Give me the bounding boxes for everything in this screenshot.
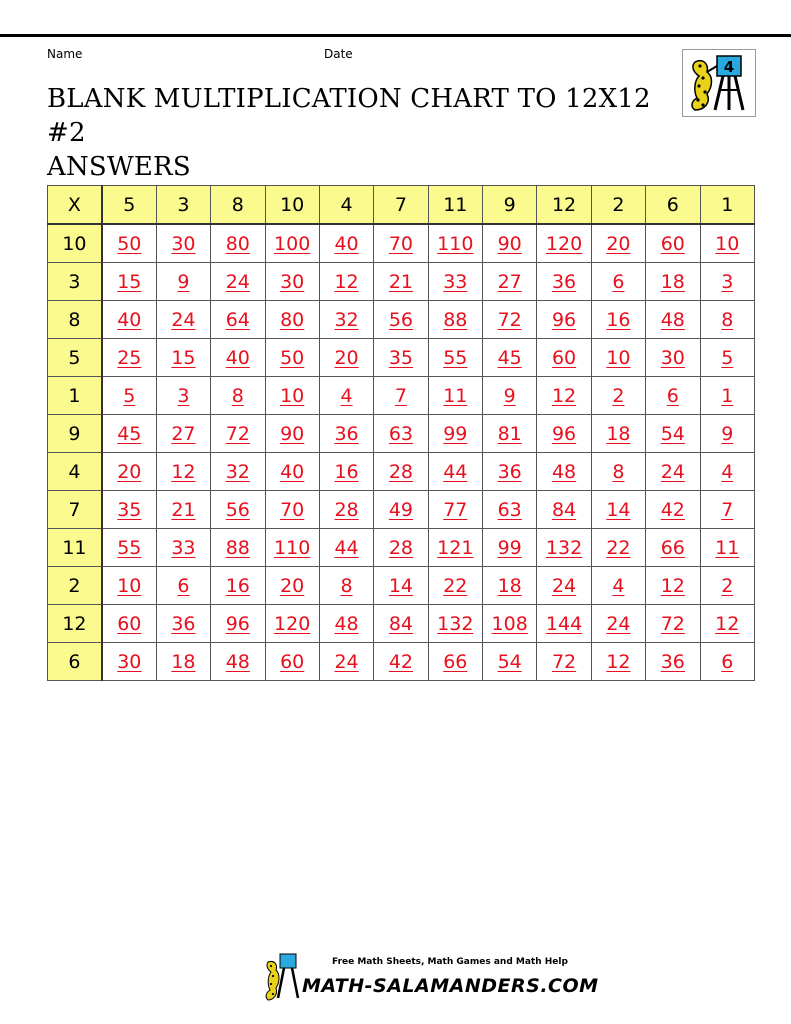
row-header: 1 (48, 377, 102, 415)
table-row (48, 377, 755, 415)
answer-cell: 4 (591, 567, 645, 605)
answer-cell: 10 (265, 377, 319, 415)
answer-cell: 132 (537, 529, 591, 567)
page-title (47, 82, 657, 184)
answer-cell: 81 (483, 415, 537, 453)
answer-cell: 8 (319, 567, 373, 605)
answer-cell: 20 (591, 224, 645, 263)
row-header: 11 (48, 529, 102, 567)
answer-cell: 1 (700, 377, 755, 415)
column-header: 4 (319, 186, 373, 225)
answer-cell: 56 (211, 491, 265, 529)
answer-cell: 108 (483, 605, 537, 643)
row-header: 8 (48, 301, 102, 339)
table-row (48, 301, 755, 339)
title-line-2: ANSWERS (47, 152, 191, 182)
row-header: 9 (48, 415, 102, 453)
answer-cell: 18 (591, 415, 645, 453)
answer-cell: 35 (102, 491, 156, 529)
answer-cell: 21 (156, 491, 210, 529)
answer-cell: 121 (428, 529, 482, 567)
answer-cell: 96 (537, 415, 591, 453)
table-row (48, 605, 755, 643)
answer-cell: 80 (211, 224, 265, 263)
answer-cell: 20 (265, 567, 319, 605)
salamander-easel-icon (683, 50, 755, 116)
answer-cell: 110 (265, 529, 319, 567)
answer-cell: 6 (700, 643, 755, 681)
answer-cell: 24 (537, 567, 591, 605)
answer-cell: 22 (591, 529, 645, 567)
answer-cell: 49 (374, 491, 428, 529)
answer-cell: 132 (428, 605, 482, 643)
answer-cell: 54 (483, 643, 537, 681)
answer-cell: 35 (374, 339, 428, 377)
answer-cell: 8 (700, 301, 755, 339)
answer-cell: 84 (537, 491, 591, 529)
answer-cell: 42 (374, 643, 428, 681)
answer-cell: 99 (483, 529, 537, 567)
answer-cell: 72 (211, 415, 265, 453)
answer-cell: 28 (319, 491, 373, 529)
answer-cell: 63 (374, 415, 428, 453)
answer-cell: 36 (319, 415, 373, 453)
table-row (48, 415, 755, 453)
answer-cell: 88 (428, 301, 482, 339)
answer-cell: 10 (591, 339, 645, 377)
answer-cell: 11 (700, 529, 755, 567)
answer-cell: 60 (102, 605, 156, 643)
answer-cell: 36 (537, 263, 591, 301)
footer-brand: MATH-SALAMANDERS.COM (302, 975, 599, 997)
answer-cell: 4 (700, 453, 755, 491)
answer-cell: 60 (646, 224, 700, 263)
answer-cell: 8 (591, 453, 645, 491)
answer-cell: 120 (537, 224, 591, 263)
answer-cell: 12 (537, 377, 591, 415)
answer-cell: 10 (102, 567, 156, 605)
answer-cell: 22 (428, 567, 482, 605)
answer-cell: 24 (156, 301, 210, 339)
answer-cell: 99 (428, 415, 482, 453)
row-header: 3 (48, 263, 102, 301)
answer-cell: 77 (428, 491, 482, 529)
answer-cell: 36 (156, 605, 210, 643)
answer-cell: 84 (374, 605, 428, 643)
answer-cell: 55 (102, 529, 156, 567)
answer-cell: 72 (646, 605, 700, 643)
answer-cell: 9 (700, 415, 755, 453)
answer-cell: 16 (319, 453, 373, 491)
answer-cell: 64 (211, 301, 265, 339)
answer-cell: 28 (374, 529, 428, 567)
top-rule (0, 34, 791, 37)
grade-logo (682, 49, 756, 117)
answer-cell: 120 (265, 605, 319, 643)
answer-cell: 72 (537, 643, 591, 681)
answer-cell: 24 (591, 605, 645, 643)
answer-cell: 24 (646, 453, 700, 491)
answer-cell: 30 (646, 339, 700, 377)
answer-cell: 60 (265, 643, 319, 681)
answer-cell: 48 (319, 605, 373, 643)
salamander-logo-icon (262, 952, 300, 1004)
answer-cell: 18 (483, 567, 537, 605)
answer-cell: 4 (319, 377, 373, 415)
answer-cell: 70 (374, 224, 428, 263)
answer-cell: 100 (265, 224, 319, 263)
answer-cell: 36 (646, 643, 700, 681)
answer-cell: 30 (265, 263, 319, 301)
answer-cell: 12 (591, 643, 645, 681)
answer-cell: 50 (102, 224, 156, 263)
answer-cell: 144 (537, 605, 591, 643)
answer-cell: 80 (265, 301, 319, 339)
answer-cell: 3 (700, 263, 755, 301)
multiplication-table (47, 185, 755, 681)
answer-cell: 30 (156, 224, 210, 263)
answer-cell: 7 (700, 491, 755, 529)
answer-cell: 15 (156, 339, 210, 377)
answer-cell: 12 (156, 453, 210, 491)
answer-cell: 28 (374, 453, 428, 491)
answer-cell: 32 (319, 301, 373, 339)
answer-cell: 66 (646, 529, 700, 567)
answer-cell: 12 (700, 605, 755, 643)
answer-cell: 44 (319, 529, 373, 567)
table-row (48, 263, 755, 301)
answer-cell: 16 (591, 301, 645, 339)
answer-cell: 16 (211, 567, 265, 605)
column-header: 11 (428, 186, 482, 225)
answer-cell: 9 (483, 377, 537, 415)
answer-cell: 48 (537, 453, 591, 491)
answer-cell: 25 (102, 339, 156, 377)
answer-cell: 5 (700, 339, 755, 377)
answer-cell: 88 (211, 529, 265, 567)
answer-cell: 2 (700, 567, 755, 605)
table-row (48, 491, 755, 529)
answer-cell: 5 (102, 377, 156, 415)
row-header: 10 (48, 224, 102, 263)
answer-cell: 96 (211, 605, 265, 643)
answer-cell: 63 (483, 491, 537, 529)
answer-cell: 55 (428, 339, 482, 377)
answer-cell: 6 (156, 567, 210, 605)
answer-cell: 24 (319, 643, 373, 681)
answer-cell: 40 (211, 339, 265, 377)
column-header: 12 (537, 186, 591, 225)
row-header: 2 (48, 567, 102, 605)
answer-cell: 7 (374, 377, 428, 415)
answer-cell: 42 (646, 491, 700, 529)
answer-cell: 6 (591, 263, 645, 301)
answer-cell: 30 (102, 643, 156, 681)
answer-cell: 3 (156, 377, 210, 415)
answer-cell: 24 (211, 263, 265, 301)
answer-cell: 9 (156, 263, 210, 301)
answer-cell: 40 (319, 224, 373, 263)
column-header: 8 (211, 186, 265, 225)
answer-cell: 48 (211, 643, 265, 681)
table-row (48, 453, 755, 491)
name-label: Name (47, 47, 83, 61)
column-header: 6 (646, 186, 700, 225)
answer-cell: 44 (428, 453, 482, 491)
column-header: 1 (700, 186, 755, 225)
column-header: 2 (591, 186, 645, 225)
answer-cell: 20 (319, 339, 373, 377)
answer-cell: 18 (156, 643, 210, 681)
row-header: 7 (48, 491, 102, 529)
answer-cell: 110 (428, 224, 482, 263)
answer-cell: 66 (428, 643, 482, 681)
answer-cell: 14 (591, 491, 645, 529)
answer-cell: 10 (700, 224, 755, 263)
answer-cell: 33 (156, 529, 210, 567)
header-row (48, 186, 755, 225)
row-header: 5 (48, 339, 102, 377)
column-header: 5 (102, 186, 156, 225)
row-header: 12 (48, 605, 102, 643)
answer-cell: 6 (646, 377, 700, 415)
table-row (48, 567, 755, 605)
answer-cell: 40 (265, 453, 319, 491)
answer-cell: 2 (591, 377, 645, 415)
answer-cell: 33 (428, 263, 482, 301)
answer-cell: 60 (537, 339, 591, 377)
answer-cell: 11 (428, 377, 482, 415)
answer-cell: 70 (265, 491, 319, 529)
answer-cell: 56 (374, 301, 428, 339)
answer-cell: 96 (537, 301, 591, 339)
answer-cell: 45 (102, 415, 156, 453)
answer-cell: 36 (483, 453, 537, 491)
footer-tagline: Free Math Sheets, Math Games and Math Help (332, 957, 568, 967)
corner-cell: X (48, 186, 102, 225)
grade-number: 4 (723, 58, 735, 76)
table-row (48, 529, 755, 567)
column-header: 3 (156, 186, 210, 225)
answer-cell: 32 (211, 453, 265, 491)
answer-cell: 72 (483, 301, 537, 339)
table-row (48, 643, 755, 681)
answer-cell: 45 (483, 339, 537, 377)
row-header: 4 (48, 453, 102, 491)
answer-cell: 12 (319, 263, 373, 301)
answer-cell: 40 (102, 301, 156, 339)
row-header: 6 (48, 643, 102, 681)
answer-cell: 14 (374, 567, 428, 605)
table-row (48, 224, 755, 263)
answer-cell: 18 (646, 263, 700, 301)
date-label: Date (324, 47, 353, 61)
column-header: 9 (483, 186, 537, 225)
table-row (48, 339, 755, 377)
title-line-1: BLANK MULTIPLICATION CHART TO 12X12 #2 (47, 84, 651, 148)
answer-cell: 90 (483, 224, 537, 263)
answer-cell: 27 (483, 263, 537, 301)
answer-cell: 8 (211, 377, 265, 415)
answer-cell: 20 (102, 453, 156, 491)
answer-cell: 27 (156, 415, 210, 453)
answer-cell: 21 (374, 263, 428, 301)
column-header: 10 (265, 186, 319, 225)
answer-cell: 90 (265, 415, 319, 453)
answer-cell: 54 (646, 415, 700, 453)
answer-cell: 12 (646, 567, 700, 605)
answer-cell: 15 (102, 263, 156, 301)
answer-cell: 48 (646, 301, 700, 339)
column-header: 7 (374, 186, 428, 225)
answer-cell: 50 (265, 339, 319, 377)
